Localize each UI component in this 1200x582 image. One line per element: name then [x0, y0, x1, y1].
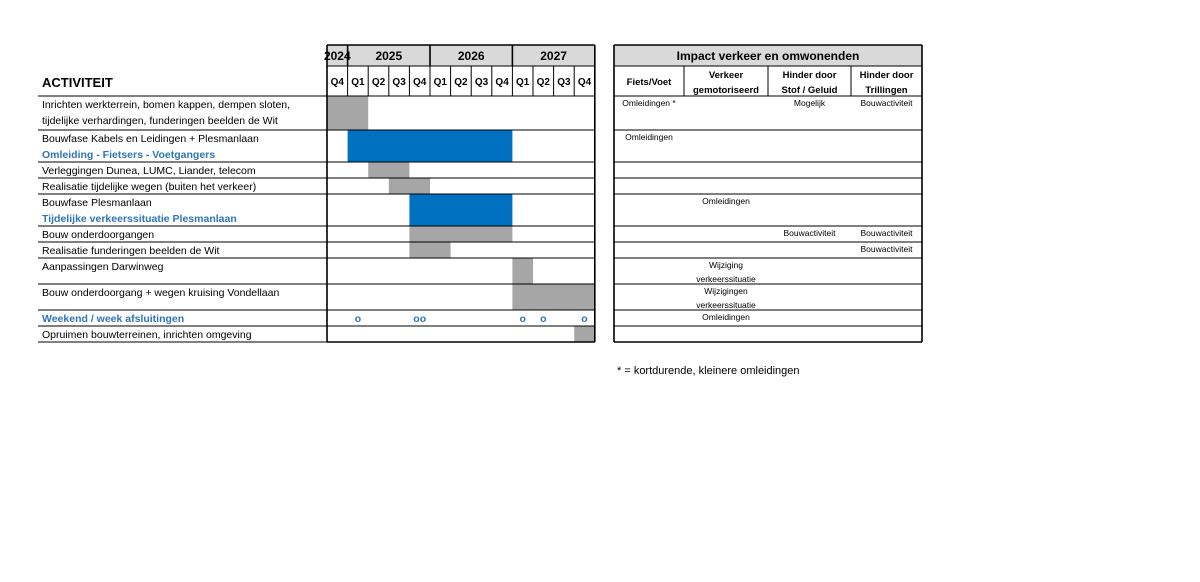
impact-cell-text: Bouwactiviteit [860, 98, 913, 108]
activity-label: Aanpassingen Darwinweg [42, 261, 164, 273]
impact-title: Impact verkeer en omwonenden [676, 49, 860, 63]
activity-label: Opruimen bouwterreinen, inrichten omgeving [42, 329, 252, 341]
impact-cell-text: Omleidingen [625, 132, 673, 142]
impact-cell-text: verkeerssituatie [696, 274, 756, 284]
quarter-label-2027-Q4: Q4 [577, 77, 592, 88]
impact-column-header: Fiets/Voet [626, 77, 672, 88]
gantt-bar [348, 130, 513, 162]
quarter-label-2027-Q3: Q3 [557, 77, 571, 88]
impact-cell-text: verkeerssituatie [696, 300, 756, 310]
closure-marker: o [581, 313, 588, 325]
quarter-label-2025-Q3: Q3 [392, 77, 406, 88]
impact-column-header: Trillingen [865, 85, 908, 96]
impact-cell-text: Mogelijk [793, 98, 826, 108]
year-label-2025: 2025 [375, 49, 403, 63]
impact-cell-text: Bouwactiviteit [783, 228, 836, 238]
closure-marker: o [354, 313, 362, 325]
impact-cell-text: Omleidingen [702, 196, 750, 206]
gantt-bar [368, 162, 409, 178]
closure-marker: oo [413, 313, 427, 325]
impact-column-header: Stof / Geluid [781, 85, 838, 96]
gantt-bar [327, 96, 368, 130]
quarter-label-2026-Q3: Q3 [474, 77, 489, 88]
closure-marker: o [540, 313, 547, 325]
year-label-2027: 2027 [540, 49, 567, 63]
impact-cell-text: Omleidingen [702, 312, 750, 322]
impact-cell-text: Bouwactiviteit [860, 244, 913, 254]
gantt-bar [512, 284, 594, 310]
quarter-label-2026-Q4: Q4 [495, 77, 509, 88]
footnote: * = kortdurende, kleinere omleidingen [617, 365, 800, 377]
activity-label: Bouw onderdoorgangen [42, 229, 155, 241]
gantt-bar [389, 178, 430, 194]
quarter-label-2025-Q4: Q4 [413, 77, 427, 88]
quarter-label-2025-Q1: Q1 [351, 77, 365, 88]
gantt-bar [409, 226, 512, 242]
activity-label: tijdelijke verhardingen, funderingen beelden de Wit [42, 115, 278, 127]
activity-label: Verleggingen Dunea, LUMC, Liander, telecom [42, 165, 256, 177]
quarter-label-2027-Q1: Q1 [516, 77, 530, 88]
gantt-bar [512, 258, 533, 284]
impact-cell-text: Bouwactiviteit [860, 228, 913, 238]
closure-marker: o [519, 313, 526, 325]
activity-label: Bouw onderdoorgang + wegen kruising Vondellaan [42, 287, 280, 299]
activity-label: Weekend / week afsluitingen [42, 313, 185, 325]
impact-column-header: Verkeer [708, 70, 744, 81]
activity-column-title: ACTIVITEIT [42, 75, 113, 90]
impact-column-header: Hinder door [782, 70, 837, 81]
quarter-label-2026-Q1: Q1 [433, 77, 447, 88]
activity-label: Tijdelijke verkeerssituatie Plesmanlaan [42, 213, 237, 225]
quarter-label-2027-Q2: Q2 [536, 77, 550, 88]
impact-column-header: Hinder door [859, 70, 914, 81]
year-label-2026: 2026 [457, 49, 485, 63]
activity-label: Inrichten werkterrein, bomen kappen, dempen sloten, [42, 99, 291, 111]
activity-label: Realisatie funderingen beelden de Wit [42, 245, 220, 257]
quarter-label-2025-Q2: Q2 [371, 77, 386, 88]
activity-label: Bouwfase Plesmanlaan [42, 197, 152, 209]
activity-label: Bouwfase Kabels en Leidingen + Plesmanlaan [42, 133, 259, 145]
impact-column-header: gemotoriseerd [693, 85, 759, 96]
quarter-label-2024-Q4: Q4 [330, 77, 344, 88]
gantt-bar [409, 194, 512, 226]
impact-cell-text: Wijziging [708, 260, 744, 270]
gantt-bar [409, 242, 450, 258]
year-label-2024: 2024 [323, 49, 351, 63]
gantt-bar [574, 326, 595, 342]
activity-label: Realisatie tijdelijke wegen (buiten het verkeer) [42, 181, 257, 193]
impact-cell-text: Wijzigingen [704, 286, 748, 296]
activity-label: Omleiding - Fietsers - Voetgangers [42, 149, 216, 161]
impact-cell-text: Omleidingen * [622, 98, 676, 108]
quarter-label-2026-Q2: Q2 [454, 77, 468, 88]
